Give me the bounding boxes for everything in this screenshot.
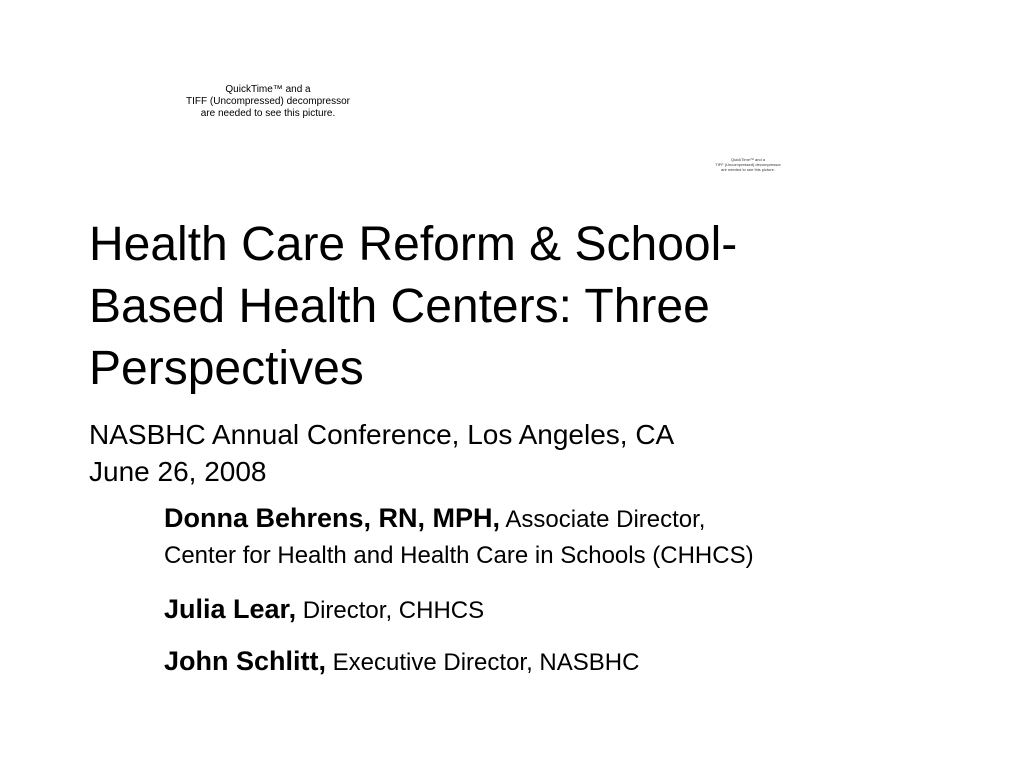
placeholder-line: are needed to see this picture. [200, 108, 336, 119]
presenter-list [164, 500, 1004, 701]
quicktime-placeholder-large [168, 84, 368, 120]
presenter-name: John Schlitt, [164, 646, 326, 676]
presenter-name: Julia Lear, [164, 594, 297, 624]
title-line: Health Care Reform & School- [89, 218, 738, 271]
conference-name: NASBHC Annual Conference, Los Angeles, CA [89, 419, 675, 450]
presenter-role: Executive Director, NASBHC [332, 649, 640, 676]
presenter-item [164, 591, 1004, 629]
slide-title [89, 214, 989, 400]
conference-date: June 26, 2008 [89, 456, 267, 487]
placeholder-line: TIFF (Uncompressed) decompressor [715, 162, 781, 167]
placeholder-line: QuickTime™ and a [730, 157, 766, 162]
title-line: Based Health Centers: Three [89, 280, 710, 333]
placeholder-line: QuickTime™ and a [225, 84, 311, 95]
presenter-item [164, 500, 1004, 574]
placeholder-line: TIFF (Uncompressed) decompressor [186, 96, 350, 107]
presenter-role: Associate Director, [505, 506, 706, 533]
presenter-role: Director, CHHCS [302, 597, 485, 624]
presenter-item [164, 643, 1004, 681]
slide-subtitle [89, 416, 674, 490]
title-line: Perspectives [89, 342, 364, 395]
placeholder-line: are needed to see this picture. [721, 167, 775, 172]
presenter-name: Donna Behrens, RN, MPH, [164, 503, 501, 533]
presenter-organization: Center for Health and Health Care in Schools (CHHCS) [164, 542, 754, 569]
quicktime-placeholder-small [706, 157, 790, 172]
